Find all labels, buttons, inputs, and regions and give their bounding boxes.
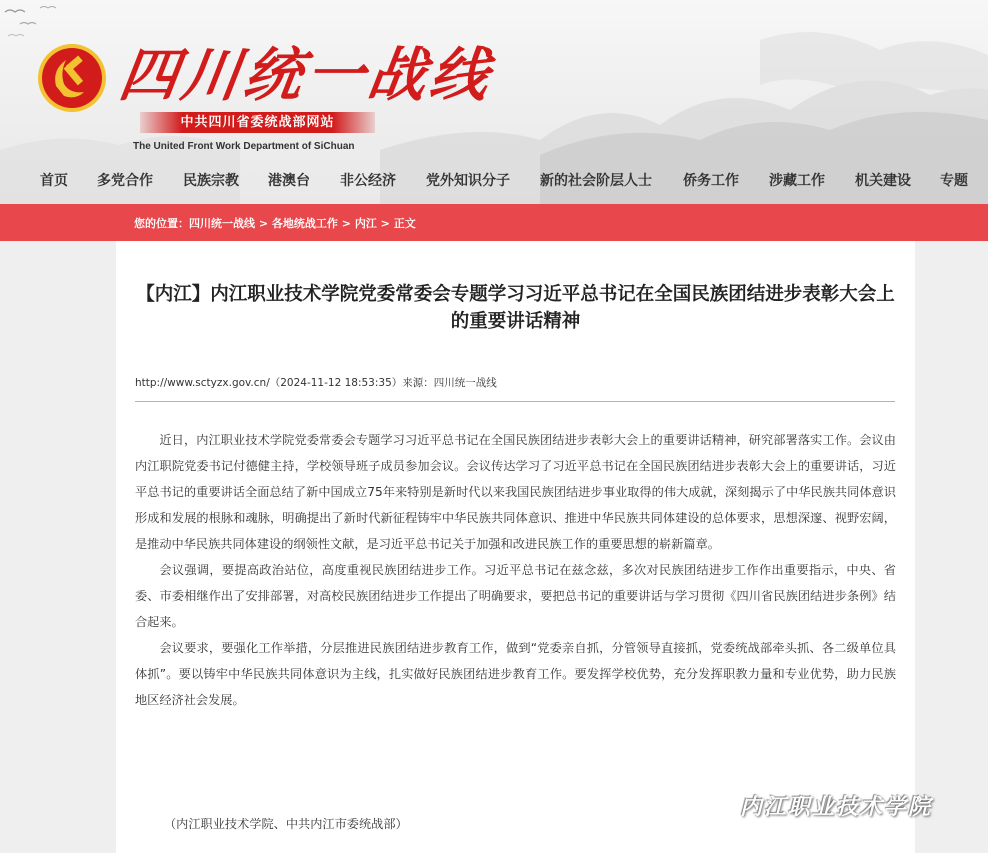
article-divider [135,401,895,402]
article-body [135,427,896,713]
article-paragraph: 近日，内江职业技术学院党委常委会专题学习习近平总书记在全国民族团结进步表彰大会上的重要讲话精神，研究部署落实工作。会议由内江职院党委书记付德健主持，学校领导班子成员参加会议。会议传达学习了习近平总书记在全国民族团结进步表彰大会上的重要讲话，习近平总书记的重要讲话全面总结了新中国成立75年来特别是新时代以来我国民族团结进步事业取得的伟大成就，深刻揭示了中华民族共同体意识形成和发展的根脉和魂脉，明确提出了新时代新征程铸牢中华民族共同体意识、推进中华民族共同体建设的总体要求，思想深邃、视野宏阔，是推动中华民族共同体建设的纲领性文献，是习近平总书记关于加强和改进民族工作的重要思想的崭新篇章。 [135,433,896,551]
watermark-text: 内江职业技术学院 [740,794,933,820]
nav-item-multiparty[interactable]: 多党合作 [97,173,153,189]
site-logo-title[interactable]: 四川统一战线 [115,41,497,109]
nav-item-new-social-class[interactable]: 新的社会阶层人士 [540,173,652,189]
party-emblem-icon [36,42,108,114]
breadcrumb-item-home[interactable]: 四川统一战线 [189,217,255,230]
nav-item-home[interactable]: 首页 [40,173,68,189]
breadcrumb-item-local-work[interactable]: 各地统战工作 [271,217,338,230]
breadcrumb-item-neijiang[interactable]: 内江 [354,217,377,230]
nav-item-ethnic-religion[interactable]: 民族宗教 [183,173,239,189]
article-source: （内江职业技术学院、中共内江市委统战部） [164,817,408,831]
breadcrumb-item-current: 正文 [393,217,416,230]
article-panel [116,241,915,853]
nav-item-private-economy[interactable]: 非公经济 [340,173,396,189]
nav-item-overseas-chinese[interactable]: 侨务工作 [683,173,739,189]
nav-item-tibet-work[interactable]: 涉藏工作 [769,173,825,189]
nav-item-organ-building[interactable]: 机关建设 [855,173,911,189]
breadcrumb-separator: > [258,217,269,230]
nav-item-non-party-intellectuals[interactable]: 党外知识分子 [426,173,510,189]
article-meta: http://www.sctyzx.gov.cn/（2024-11-12 18:53:35）来源：四川统一战线 [135,377,497,389]
main-nav [0,164,988,194]
breadcrumb-separator: > [341,217,351,230]
site-logo-subtitle: 中共四川省委统战部网站 [140,112,375,133]
article-paragraph: 会议强调，要提高政治站位，高度重视民族团结进步工作。习近平总书记在兹念兹，多次对民族团结进步工作作出重要指示，中央、省委、市委相继作出了安排部署，对高校民族团结进步工作提出了明确要求，要把总书记的重要讲话与学习贯彻《四川省民族团结进步条例》结合起来。 [135,563,896,629]
breadcrumb-prefix: 您的位置： [134,217,189,230]
breadcrumb-separator: > [380,217,390,230]
article-title: 【内江】内江职业技术学院党委常委会专题学习习近平总书记在全国民族团结进步表彰大会上的重要讲话精神 [136,284,895,332]
site-logo-english: The United Front Work Department of SiChuan [133,141,355,152]
article-paragraph: 会议要求，要强化工作举措，分层推进民族团结进步教育工作，做到“党委亲自抓，分管领导直接抓，党委统战部牵头抓、各二级单位具体抓”。要以铸牢中华民族共同体意识为主线，扎实做好民族团结进步教育工作。要发挥学校优势，充分发挥职教力量和专业优势，助力民族地区经济社会发展。 [135,641,896,707]
breadcrumb [134,215,416,231]
nav-item-special-topics[interactable]: 专题 [940,173,968,189]
nav-item-hk-macao-taiwan[interactable]: 港澳台 [268,173,310,189]
site-header [0,0,988,204]
breadcrumb-bar [0,204,988,241]
